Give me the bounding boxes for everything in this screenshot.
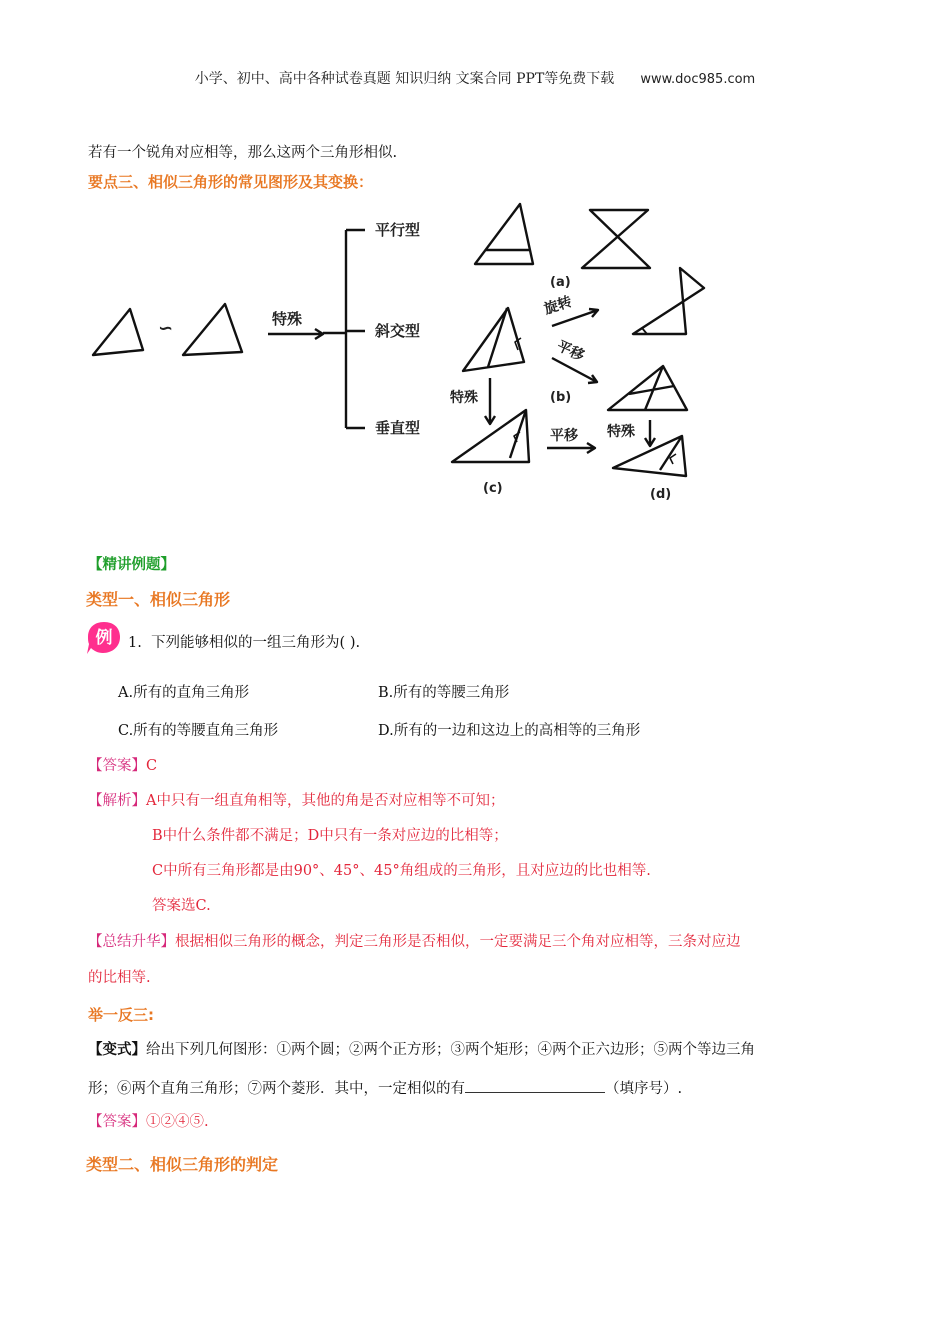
label-type-perpendicular: 垂直型: [375, 419, 421, 437]
label-translate-b: 平移: [554, 338, 587, 365]
analysis-line-2: B中什么条件都不满足；D中只有一条对应边的比相等；: [152, 828, 508, 844]
type2-heading: 类型二、相似三角形的判定: [86, 1155, 279, 1174]
summary-text-1: 根据相似三角形的概念，判定三角形是否相似，一定要满足三个角对应相等，三条对应边: [175, 934, 741, 950]
label-a: (a): [550, 275, 571, 290]
variant-text-2b: （填序号）.: [605, 1081, 683, 1097]
figure-combined: [608, 366, 687, 410]
analysis-line-3: C中所有三角形都是由90°、45°、45°角组成的三角形，且对应边的比也相等.: [152, 863, 651, 879]
example-question-text: 下列能够相似的一组三角形为( ).: [151, 635, 361, 651]
figure-a-hourglass: [582, 210, 650, 268]
label-b: (b): [550, 390, 572, 405]
header-site[interactable]: www.doc985.com: [640, 72, 756, 87]
type1-heading: 类型一、相似三角形: [86, 590, 231, 609]
practice-heading: 举一反三:: [88, 1006, 154, 1024]
label-c: (c): [483, 481, 503, 496]
option-c: C.所有的等腰直角三角形: [118, 723, 279, 739]
label-special-c: 特殊: [450, 390, 478, 406]
translate-arrow-c: [547, 443, 595, 453]
answer-value: C: [146, 758, 158, 774]
variant-blank[interactable]: [465, 1077, 605, 1093]
label-special-d: 特殊: [607, 424, 635, 440]
summary-line-2: 的比相等.: [88, 970, 151, 986]
option-a: A.所有的直角三角形: [118, 685, 250, 701]
figure-b-oblique: [463, 308, 524, 371]
triangle-left-1: [93, 309, 143, 355]
variant-answer-value: ①②④⑤.: [146, 1114, 209, 1130]
figure-a-parallel: [475, 204, 533, 264]
analysis-tag: 【解析】: [88, 793, 146, 809]
variant-line-2: [88, 1077, 682, 1099]
label-rotate: 旋转: [542, 293, 574, 318]
variant-line-1: [88, 1040, 755, 1060]
intro-line: 若有一个锐角对应相等，那么这两个三角形相似.: [88, 145, 398, 161]
summary-line-1: [88, 932, 741, 952]
label-type-parallel: 平行型: [375, 221, 421, 239]
analysis-line-1: [88, 791, 504, 811]
classification-bracket: [323, 230, 365, 428]
examples-heading: 【精讲例题】: [88, 557, 175, 573]
variant-answer-tag: 【答案】: [88, 1114, 146, 1130]
variant-text-2a: 形；⑥两个直角三角形；⑦两个菱形．其中，一定相似的有: [88, 1081, 465, 1097]
variant-tag: 【变式】: [88, 1041, 146, 1058]
summary-tag: 【总结升华】: [88, 934, 175, 950]
answer-line: [88, 756, 157, 776]
special-arrow: [268, 329, 323, 339]
similar-triangles-diagram: [80, 192, 720, 512]
example-number: 1.: [128, 635, 142, 651]
analysis-line-4: 答案选C.: [152, 898, 211, 914]
special-down-arrow-c: [485, 378, 495, 424]
example-question: [128, 633, 360, 653]
badge-text: 例: [95, 628, 113, 648]
variant-text-1: 给出下列几何图形：①两个圆；②两个正方形；③两个矩形；④两个正六边形；⑤两个等边三角: [146, 1042, 755, 1058]
option-d: D.所有的一边和这边上的高相等的三角形: [378, 723, 641, 739]
special-down-arrow-d: [645, 420, 655, 446]
variant-answer-line: [88, 1112, 209, 1132]
figure-rotated: [633, 268, 704, 334]
similar-symbol: ∽: [158, 318, 174, 339]
answer-tag: 【答案】: [88, 758, 146, 774]
analysis-text-1: A中只有一组直角相等，其他的角是否对应相等不可知；: [146, 793, 505, 809]
page-header: [0, 68, 950, 88]
option-b: B.所有的等腰三角形: [378, 685, 510, 701]
label-type-oblique: 斜交型: [375, 322, 421, 340]
triangle-left-2: [183, 304, 242, 355]
label-special-left: 特殊: [272, 310, 303, 328]
section3-heading: 要点三、相似三角形的常见图形及其变换：: [88, 173, 374, 191]
label-translate-c: 平移: [550, 428, 578, 444]
label-d: (d): [650, 487, 672, 502]
example-badge-icon: [86, 620, 122, 656]
header-text: 小学、初中、高中各种试卷真题 知识归纳 文案合同 PPT等免费下载: [194, 71, 615, 87]
